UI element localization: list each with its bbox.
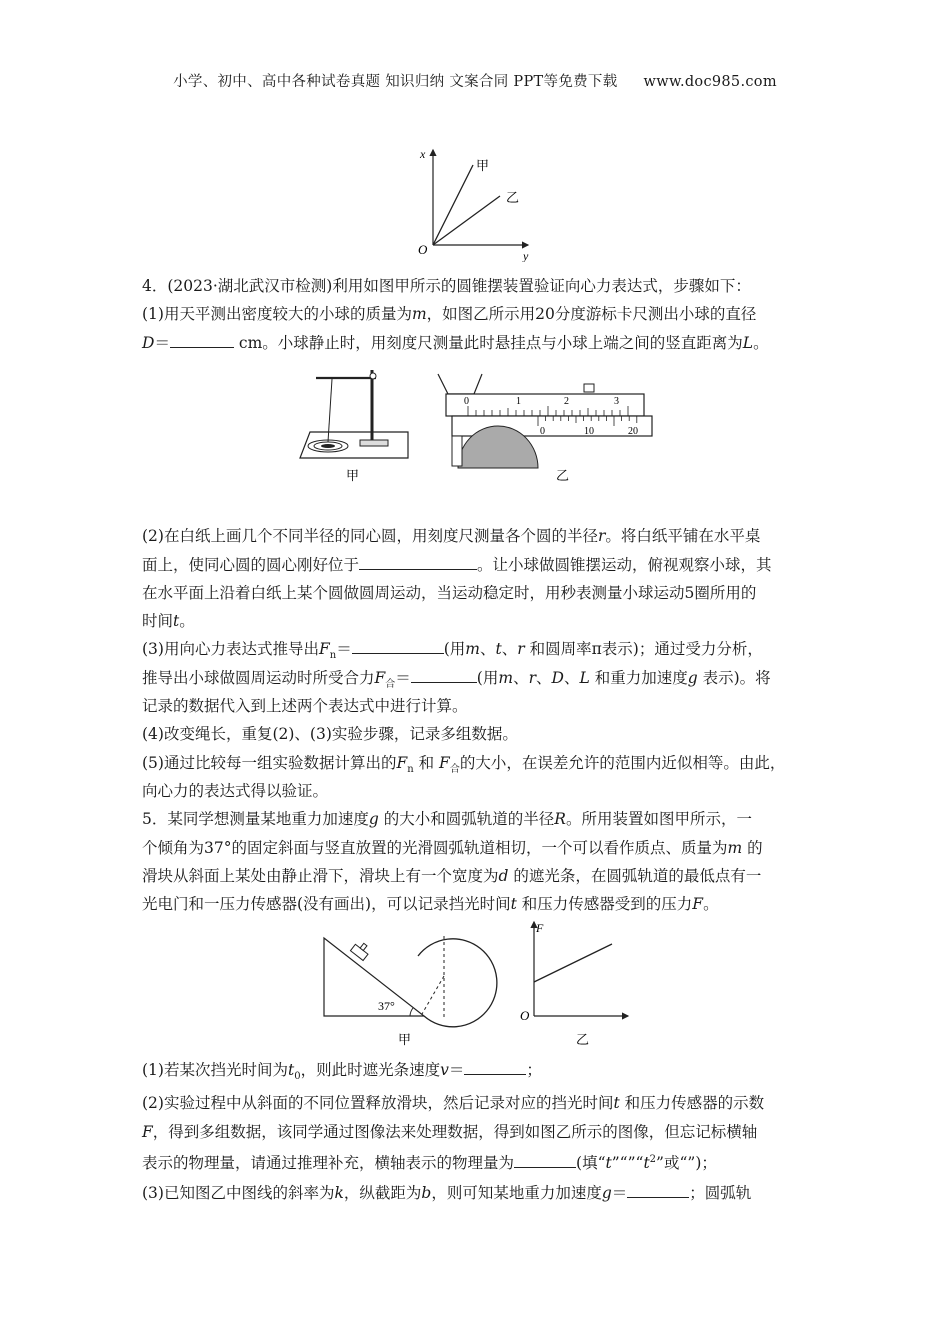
q4-step2-line4: 时间t。 [142,612,195,630]
q5-part2-line3: 表示的物理量，请通过推理补充，横轴表示的物理量为 (填“$t”“”“t^2$”或“”)； [142,1154,717,1173]
answer-blank-axis[interactable] [514,1153,576,1168]
q4-step2-line3: 在水平面上沿着白纸上某个圆做圆周运动，当运动稳定时，用秒表测量小球运动5圈所用的 [142,584,757,602]
fig-yi-label: 乙 [556,468,570,483]
page-header [0,70,950,91]
header-text: 小学、初中、高中各种试卷真题 知识归纳 文案合同 PPT等免费下载 [173,74,618,90]
q4-step3-line2: 推导出小球做圆周运动时所受合力$F_合=$ (用m、r、D、L 和重力加速度g 表示)。将 [142,669,771,691]
xy-graph-figure [410,140,540,262]
answer-blank-D[interactable] [170,333,234,348]
q4-intro: 4．(2023·湖北武汉市检测)利用如图甲所示的圆锥摆装置验证向心力表达式，步骤如下： [142,277,751,295]
circular-arc-track [418,939,497,1027]
q5-part3-line1: (3)已知图乙中图线的斜率为k，纵截距为b，则可知某地重力加速度g＝ ；圆弧轨 [142,1184,752,1202]
fig-jia-label-q5: 甲 [398,1032,412,1047]
angle-label: 37° [378,999,395,1013]
main-scale-label-1: 1 [516,396,521,407]
fig-yi-label-q5: 乙 [576,1032,590,1047]
axis-y-label: y [523,249,529,262]
answer-blank-v[interactable] [464,1060,526,1075]
origin-label-q5: O [520,1008,530,1023]
line-yi [433,196,500,245]
answer-blank-g[interactable] [627,1183,689,1198]
answer-blank-Fn[interactable] [352,639,444,654]
q5-line1: 5．某同学想测量某地重力加速度g 的大小和圆弧轨道的半径R。所用装置如图甲所示，一 [142,810,752,828]
header-site[interactable]: www.doc985.com [643,74,777,90]
slider-block [350,940,371,961]
q5-line3: 滑块从斜面上某处由静止滑下，滑块上有一个宽度为d 的遮光条，在圆弧轨道的最低点有一 [142,867,762,885]
vernier-label-20: 20 [628,426,638,437]
table-board [300,432,408,458]
answer-blank-Fhe[interactable] [411,668,477,683]
q4-step5-line2: 向心力的表达式得以验证。 [142,782,329,800]
incline-triangle [324,938,424,1016]
data-line [534,944,612,982]
clamp [370,373,376,379]
caliper-jaw-bottom [452,436,462,466]
q5-line4: 光电门和一压力传感器(没有画出)，可以记录挡光时间t 和压力传感器受到的压力F。 [142,895,719,913]
q4-step2-line1: (2)在白纸上画几个不同半径的同心圆，用刻度尺测量各个圆的半径r。将白纸平铺在水平桌 [142,527,761,545]
line-jia [433,165,473,245]
fig-jia-label: 甲 [346,468,360,483]
q4-step4: (4)改变绳长，重复(2)、(3)实验步骤，记录多组数据。 [142,725,518,743]
line-jia-label: 甲 [476,158,490,173]
q4-step2-line2: 面上，使同心圆的圆心刚好位于 。让小球做圆锥摆运动，俯视观察小球，其 [142,556,772,574]
q4-step3-line1: (3)用向心力表达式推导出$F_n=$ (用m、t、r 和圆周率π表示)；通过受力分析， [142,640,763,662]
answer-blank-center[interactable] [359,555,477,570]
q5-part2-line2: F，得到多组数据，该同学通过图像法来处理数据，得到如图乙所示的图像，但忘记标横轴 [142,1123,758,1141]
line-yi-label: 乙 [506,190,520,205]
caliper-jaw-top [438,374,482,394]
circle-inner [321,444,335,448]
cone-pendulum-figure [296,364,416,484]
origin-label: O [418,242,428,257]
F-label: F [536,921,544,935]
main-scale-label-3: 3 [614,396,619,407]
radius-dashed [422,976,444,1014]
stand-base [360,440,388,446]
main-scale-label-2: 2 [564,396,569,407]
q5-line2: 个倾角为37°的固定斜面与竖直放置的光滑圆弧轨道相切，一个可以看作质点、质量为m 的 [142,839,763,857]
incline-arc-figure [318,928,498,1048]
q4-step1-line2: D＝ cm。小球静止时，用刻度尺测量此时悬挂点与小球上端之间的竖直距离为L。 [142,334,769,352]
q4-step3-line3: 记录的数据代入到上述两个表达式中进行计算。 [142,697,468,715]
vernier-label-10: 10 [584,426,594,437]
q4-step1-line1: (1)用天平测出密度较大的小球的质量为m，如图乙所示用20分度游标卡尺测出小球的直径 [142,305,757,323]
force-graph-figure [512,914,632,1048]
q4-step5-line1: (5)通过比较每一组实验数据计算出的$F_n$ 和 $F_合$的大小，在误差允许的范围内近似相等。由此， [142,754,786,776]
q5-part2-line1: (2)实验过程中从斜面的不同位置释放滑块，然后记录对应的挡光时间t 和压力传感器的示数 [142,1094,765,1112]
q5-part1: (1)若某次挡光时间为$t_0$，则此时遮光条速度v＝ ； [142,1061,542,1083]
vernier-label-0: 0 [540,426,545,437]
axis-x-label: x [420,147,426,161]
caliper-screw [584,384,594,392]
main-scale-label-0: 0 [464,396,469,407]
vernier-caliper-figure [434,368,656,484]
